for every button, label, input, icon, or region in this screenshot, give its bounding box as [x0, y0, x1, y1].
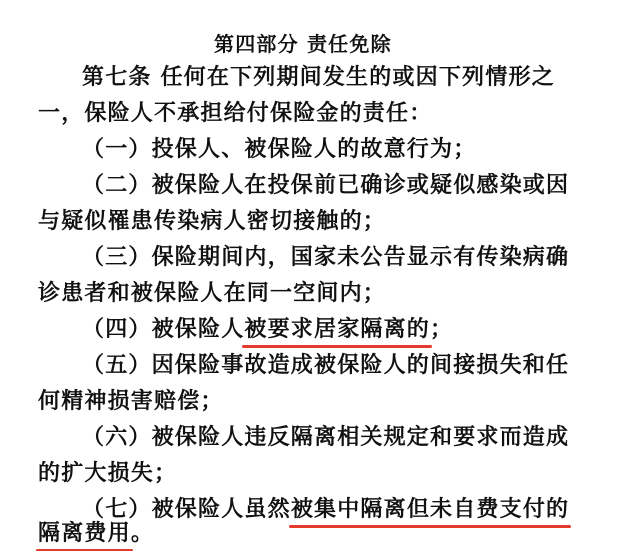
item-5-line-1: （五）因保险事故造成被保险人的间接损失和任 — [82, 353, 570, 378]
item-7-line-2 — [38, 520, 154, 548]
item-4-prefix: （四）被保险人 — [82, 317, 245, 342]
item-6-line-1: （六）被保险人违反隔离相关规定和要求而造成 — [82, 425, 570, 450]
item-6-line-2: 的扩大损失； — [38, 461, 178, 486]
item-2-line-1: （二）被保险人在投保前已确诊或疑似感染或因 — [82, 173, 570, 198]
item-5-line-2: 何精神损害赔偿； — [38, 389, 224, 414]
article-line-1: 第七条 任何在下列期间发生的或因下列情形之 — [82, 65, 555, 90]
item-4-suffix: ； — [430, 317, 454, 342]
article-line-2: 一，保险人不承担给付保险金的责任： — [38, 101, 433, 126]
item-4-underlined-text: 被要求居家隔离的 — [244, 317, 431, 342]
item-7-underlined-text: 被集中隔离但未自费支付的 — [290, 497, 570, 522]
item-7-line-2-suffix: 。 — [130, 521, 155, 546]
item-2-line-2: 与疑似罹患传染病人密切接触的； — [38, 209, 387, 234]
item-7-line-2-underlined-text: 隔离费用 — [38, 521, 131, 546]
section-title: 第四部分 责任免除 — [214, 32, 392, 56]
item-3-line-1: （三）保险期间内，国家未公告显示有传染病确 — [82, 245, 570, 270]
item-1: （一）投保人、被保险人的故意行为； — [82, 137, 477, 162]
item-7-prefix: （七）被保险人虽然 — [82, 497, 291, 522]
item-4 — [82, 316, 453, 344]
item-7-line-1 — [82, 496, 569, 524]
item-3-line-2: 诊患者和被保险人在同一空间内； — [38, 281, 387, 306]
